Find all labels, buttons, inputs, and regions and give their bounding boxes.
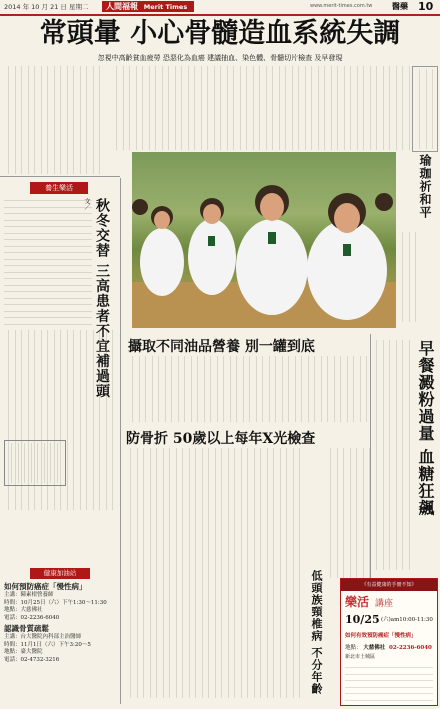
- ad-suffix: 講座: [375, 599, 394, 609]
- osteoporosis-story-body: [126, 448, 306, 698]
- event-time-2: 時間：11月1日（六）下午3:20～5: [4, 641, 91, 648]
- oil-story-headline: 攝取不同油品營養 別一罐到底: [128, 339, 315, 355]
- event-title: 如何預防癌症「慢性病」: [4, 582, 87, 591]
- page-number: 10: [418, 0, 434, 13]
- lead-body-left: [4, 66, 104, 174]
- ad-location: 大慈佛社: [363, 645, 386, 651]
- ad-phone: 02-2236-6040: [389, 645, 432, 651]
- oil-story-body: [128, 356, 368, 422]
- event-speaker: 主講：陳素柑營養師: [4, 592, 54, 598]
- lead-body-main: [112, 66, 412, 150]
- lead-sidebar: [412, 66, 438, 152]
- breakfast-story-body: [372, 340, 412, 570]
- event-subtitle: 認識骨質疏鬆: [4, 624, 49, 633]
- event-location-2: 地點：臺大醫院: [4, 649, 43, 655]
- event-phone-2: 電話：02-4732-3216: [4, 656, 60, 663]
- event-time: 時間：10月25日（六）下午1:30～11:30: [4, 599, 107, 606]
- yoga-photo-figures: [132, 152, 396, 328]
- ad-brand: 樂活: [345, 595, 370, 609]
- issue-date: 2014 年 10 月 21 日 星期二: [4, 3, 89, 11]
- column-divider-right: [370, 334, 371, 578]
- breakfast-story-headline: 早餐澱粉過量 血糖狂飆: [416, 340, 435, 517]
- logo-text: 人間福報: [106, 1, 138, 11]
- osteoporosis-story-headline: 防骨折 50歲以上每年X光檢查: [126, 431, 316, 447]
- health-note-box: [4, 440, 66, 486]
- lead-headline: 常頭暈 小心骨髓造血系統失調: [39, 18, 401, 49]
- yoga-photo: [132, 152, 396, 328]
- section-name: 醫藥: [392, 1, 408, 11]
- ad-title: 如何有效預防癌症「慢性病」: [345, 633, 417, 639]
- event-listing: [4, 582, 122, 664]
- ad-time: (六)am10:00-11:30: [381, 617, 433, 623]
- ad-date: 10/25: [345, 613, 380, 626]
- website: www.merit-times.com.tw: [310, 3, 373, 9]
- masthead: [0, 0, 440, 14]
- event-speaker-2: 主講：台大醫院內科部主治醫師: [4, 634, 82, 640]
- event-location: 地點：大慈佛社: [4, 607, 43, 613]
- ad-location-row: 地點： 大慈佛社 02-2236-6040: [345, 645, 432, 651]
- ad-address: 新北市土城區: [345, 654, 376, 660]
- event-listing-tag: 健康加油站: [30, 568, 90, 579]
- lead-subheadline: 忽視中高齡貧血疲勞 恐惡化為血癌 建議抽血、染色體、骨髓切片檢查 及早發現: [97, 54, 343, 62]
- logo-english: Merit Times: [143, 3, 188, 11]
- health-column-headline: 秋冬交替 三高患者不宜補過頭: [94, 198, 110, 399]
- ad-top-banner: 《有益健康的手冊不知》: [341, 579, 437, 591]
- masthead-rule: [0, 14, 440, 16]
- photo-caption-headline: 瑜珈祈和平: [418, 154, 432, 219]
- spine-story-body: [326, 448, 370, 578]
- health-byline: 文／: [83, 198, 90, 210]
- lecture-ad: [340, 578, 438, 706]
- ad-fine-print: [345, 663, 433, 701]
- masthead-logo: [102, 1, 194, 12]
- row-divider: [0, 176, 120, 177]
- event-phone: 電話：02-2236-6040: [4, 614, 60, 621]
- spine-story-headline: 低頭族頸椎病 不分年齡: [310, 570, 323, 695]
- health-column-tag: 養生樂活: [30, 182, 88, 194]
- health-body-top: [4, 196, 92, 326]
- column-divider-left: [120, 178, 121, 704]
- ad-location-label: 地點: [345, 645, 357, 651]
- photo-caption: [398, 152, 436, 328]
